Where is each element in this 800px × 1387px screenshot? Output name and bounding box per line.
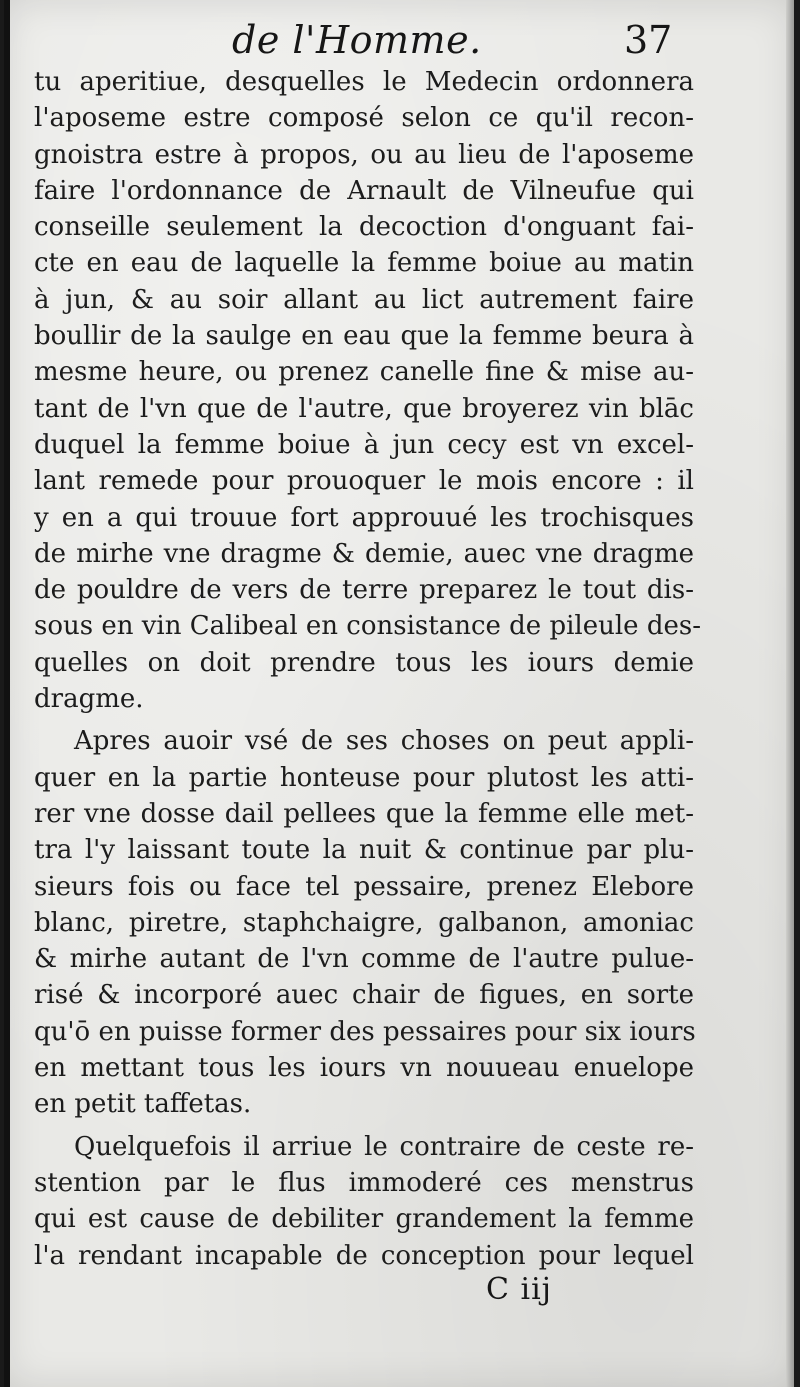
text-line: de pouldre de vers de terre preparez le tout dis- <box>34 575 694 606</box>
text-line: mesme heure, ou prenez canelle fine & mise au- <box>34 357 694 388</box>
text-line: y en a qui trouue fort approuué les trochisques <box>34 502 694 533</box>
text-line: sous en vin Calibeal en consistance de pileule des- <box>34 611 701 642</box>
paragraph <box>34 1129 694 1274</box>
text-line: conseille seulement la decoction d'onguant fai- <box>34 212 694 243</box>
text-line: l'aposeme estre composé selon ce qu'il recon- <box>34 103 694 134</box>
page-left-edge <box>4 0 10 1387</box>
text-line: dragme. <box>34 684 144 715</box>
page-right-edge <box>786 0 794 1387</box>
text-line: sieurs fois ou face tel pessaire, prenez Elebore <box>34 871 694 902</box>
text-line: tant de l'vn que de l'autre, que broyerez vin blāc <box>34 393 694 424</box>
text-line: l'a rendant incapable de conception pour lequel <box>34 1240 694 1271</box>
text-line: qu'ō en puisse former des pessaires pour six iours <box>34 1016 696 1047</box>
text-line: quelles on doit prendre tous les iours demie <box>34 647 694 678</box>
body-text <box>34 64 701 1274</box>
text-line: risé & incorporé auec chair de figues, en sorte <box>34 980 694 1011</box>
page-number: 37 <box>624 18 673 62</box>
text-line: de mirhe vne dragme & demie, auec vne dragme <box>34 538 694 569</box>
text-line: qui est cause de debiliter grandement la femme <box>34 1204 694 1235</box>
page-header <box>4 14 794 64</box>
text-line: faire l'ordonnance de Arnault de Vilneufue qui <box>34 175 694 206</box>
text-line: boullir de la saulge en eau que la femme beura à <box>34 321 694 352</box>
text-line: duquel la femme boiue à jun cecy est vn excel- <box>34 429 694 460</box>
book-page <box>4 0 794 1387</box>
text-line: & mirhe autant de l'vn comme de l'autre pulue- <box>34 944 694 975</box>
text-line: stention par le flus immoderé ces menstrus <box>34 1167 694 1198</box>
text-line: tu aperitiue, desquelles le Medecin ordonnera <box>34 67 694 97</box>
text-line: blanc, piretre, staphchaigre, galbanon, amoniac <box>34 907 694 938</box>
text-line: tra l'y laissant toute la nuit & continue par plu- <box>34 835 694 866</box>
text-line: Quelquefois il arriue le contraire de ceste re- <box>74 1131 694 1162</box>
text-line: à jun, & au soir allant au lict autrement faire <box>34 284 694 315</box>
text-line: lant remede pour prouoquer le mois encore : il <box>34 466 694 497</box>
text-line: en petit taffetas. <box>34 1089 252 1120</box>
text-line: gnoistra estre à propos, ou au lieu de l'aposeme <box>34 139 694 170</box>
signature-mark: C iij <box>486 1272 552 1307</box>
text-line: Apres auoir vsé de ses choses on peut appli- <box>74 726 694 757</box>
running-head: de l'Homme. <box>232 18 482 62</box>
paragraph <box>34 64 701 717</box>
text-line: en mettant tous les iours vn nouueau enuelope <box>34 1053 694 1084</box>
text-line: quer en la partie honteuse pour plutost les atti- <box>34 762 694 793</box>
text-line: cte en eau de laquelle la femme boiue au matin <box>34 248 694 279</box>
text-line: rer vne dosse dail pellees que la femme elle met- <box>34 798 694 829</box>
paragraph <box>34 723 694 1122</box>
